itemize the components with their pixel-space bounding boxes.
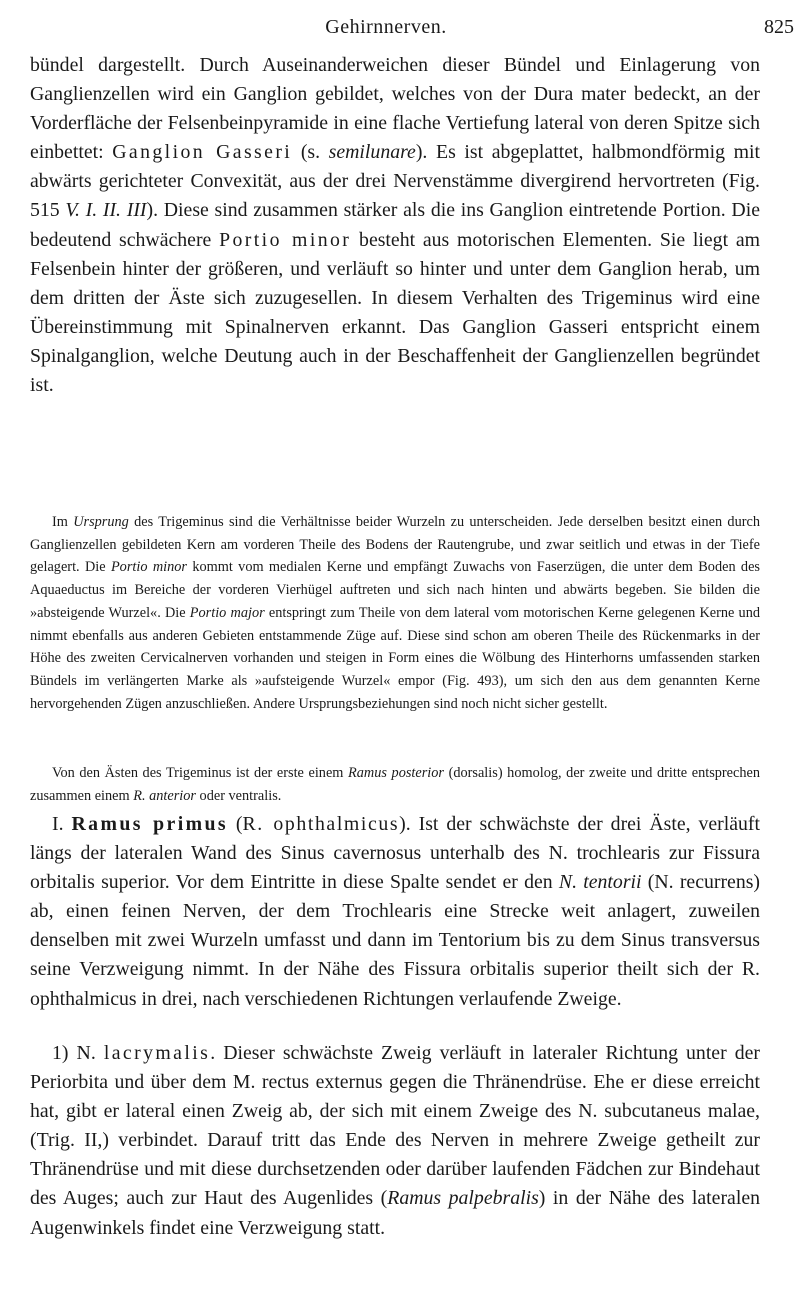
text-run: entspringt zum Theile von dem lateral vom motorischen Kerne gelegenen Kerne und nimmt ebenfalls aus anderen Gebieten entstammende Züge auf. Diese sind schon am oberen Theile des Rückenmarks in der Höhe des zweiten Cervicalnerven vorhanden und steigen in Form eines die Wölbung des Hinterhorns umfassenden starken Bündels im verlängerten Marke als »aufsteigende Wurzel« empor (Fig. 493), um sich den aus dem genannten Kerne hervorgehenden Zügen anzuschließen. Andere Ursprungsbeziehungen sind noch nicht sicher gestellt. (30, 604, 760, 712)
term-semilunare: semilunare (328, 141, 416, 164)
text-run: (s. (292, 141, 329, 164)
heading-ramus-primus: Ramus primus (71, 813, 228, 835)
paragraph-lacrymalis (30, 1039, 760, 1243)
text-run: des Trigeminus sind die Verhältnisse beider Wurzeln zu unterscheiden. Jede derselben besitzt einen durch Ganglienzellen gebildeten Kern am vorderen Theile des Bodens der Rautengrube, und zwar seitlich und etwas in der Tiefe gelagert. Die (30, 514, 760, 576)
term-r-anterior: R. anterior (133, 787, 196, 804)
text-run: ( (228, 813, 243, 835)
text-run: besteht aus motorischen Elementen. Sie liegt am Felsenbein hinter der größeren, und verläuft so hinter und unter dem Ganglion herab, um dem dritten der Äste sich zuzugesellen. In diesem Verhalten des Trigeminus wird eine Übereinstimmung mit Spinalnerven erkannt. Das Ganglion Gasseri entspricht einem Spinalganglion, welche Deutung auch in der Beschaffenheit der Ganglienzellen begründet ist. (30, 228, 760, 397)
text-run: (N. recurrens) ab, einen feinen Nerven, der dem Trochlearis eine Strecke weit anlagert, zuweilen denselben mit zwei Wurzeln umfasst und dann im Tentorium bis zu dem Sinus transversus seine Verzweigung nimmt. In der Nähe des Fissura orbitalis superior theilt sich der R. ophthalmicus in drei, nach verschiedenen Richtungen verlaufende Zweige. (30, 871, 760, 1010)
text-run: ). Ist der schwächste der drei Äste, verläuft längs der lateralen Wand des Sinus cavernosus unterhalb des N. trochlearis zur Fissura orbitalis superior. Vor dem Eintritte in diese Spalte sendet er den (30, 813, 760, 894)
text-run: ). Es ist abgeplattet, halbmondförmig mit abwärts gerichteter Convexität, aus der drei Nervenstämme divergirend hervortreten (Fig. 515 (30, 141, 760, 222)
text-run: Im (52, 514, 74, 530)
term-ursprung: Ursprung (73, 514, 129, 530)
page-number: 825 (764, 16, 794, 38)
note-homology (30, 762, 760, 807)
heading-lacrymalis: lacrymalis (103, 1042, 211, 1064)
section-numeral: I. (52, 813, 64, 835)
term-portio-major: Portio major (189, 604, 265, 621)
figure-reference: V. I. II. III (65, 199, 147, 222)
text-run: kommt vom medialen Kerne und empfängt Zuwachs von Faserzügen, die unter dem Boden des Aquaeductus im Bereiche der vorderen Vierhügel auftreten und sich nach hinten und abwärts begeben. Sie bilden die »absteigende Wurzel«. Die (30, 559, 760, 621)
running-head (246, 10, 800, 46)
paragraph-ganglion-gasseri (30, 51, 760, 400)
term-ganglion-gasseri: Ganglion Gasseri (112, 141, 293, 164)
running-title: Gehirnnerven. (325, 16, 447, 38)
text-run: ) in der Nähe des lateralen Augenwinkels findet eine Verzweigung statt. (30, 1187, 760, 1239)
text-run: . Dieser schwächste Zweig verläuft in lateraler Richtung unter der Periorbita und über dem M. rectus externus gegen die Thränendrüse. Ehe er diese erreicht hat, gibt er lateral einen Zweig ab, der sich mit einem Zweige des N. subcutaneus malae, (Trig. II,) verbindet. Darauf tritt das Ende des Nerven in mehrere Zweige getheilt zur Thränendrüse und mit diese durchsetzenden oder darüber laufenden Fädchen zur Bindehaut des Auges; auch zur Haut des Augenlides ( (30, 1042, 760, 1210)
term-n-tentorii: N. tentorii (558, 871, 642, 894)
text-run: ). Diese sind zusammen stärker als die ins Ganglion eintretende Portion. Die bedeutend schwächere (30, 199, 760, 251)
term-ramus-palpebralis: Ramus palpebralis (387, 1187, 539, 1210)
term-portio-minor: Portio minor (219, 228, 352, 251)
note-ursprung (30, 511, 760, 715)
term-r-ophthalmicus: R. ophthalmicus (242, 813, 400, 835)
term-portio-minor: Portio minor (110, 559, 187, 576)
text-run: bündel dargestellt. Durch Auseinanderweichen dieser Bündel und Einlagerung von Ganglienzellen wird ein Ganglion gebildet, welches von der Dura mater bedeckt, an der Vorderfläche der Felsenbeinpyramide in eine flache Vertiefung lateral von deren Spitze sich einbettet: (30, 54, 760, 164)
text-run: Von den Ästen des Trigeminus ist der erste einem (52, 765, 349, 781)
text-run: oder ventralis. (195, 787, 282, 804)
text-run: (dorsalis) homolog, der zweite und dritte entsprechen zusammen einem (30, 765, 761, 804)
section-numeral: 1) N. (52, 1042, 104, 1064)
term-ramus-posterior: Ramus posterior (348, 765, 444, 781)
paragraph-ramus-primus (30, 810, 760, 1014)
